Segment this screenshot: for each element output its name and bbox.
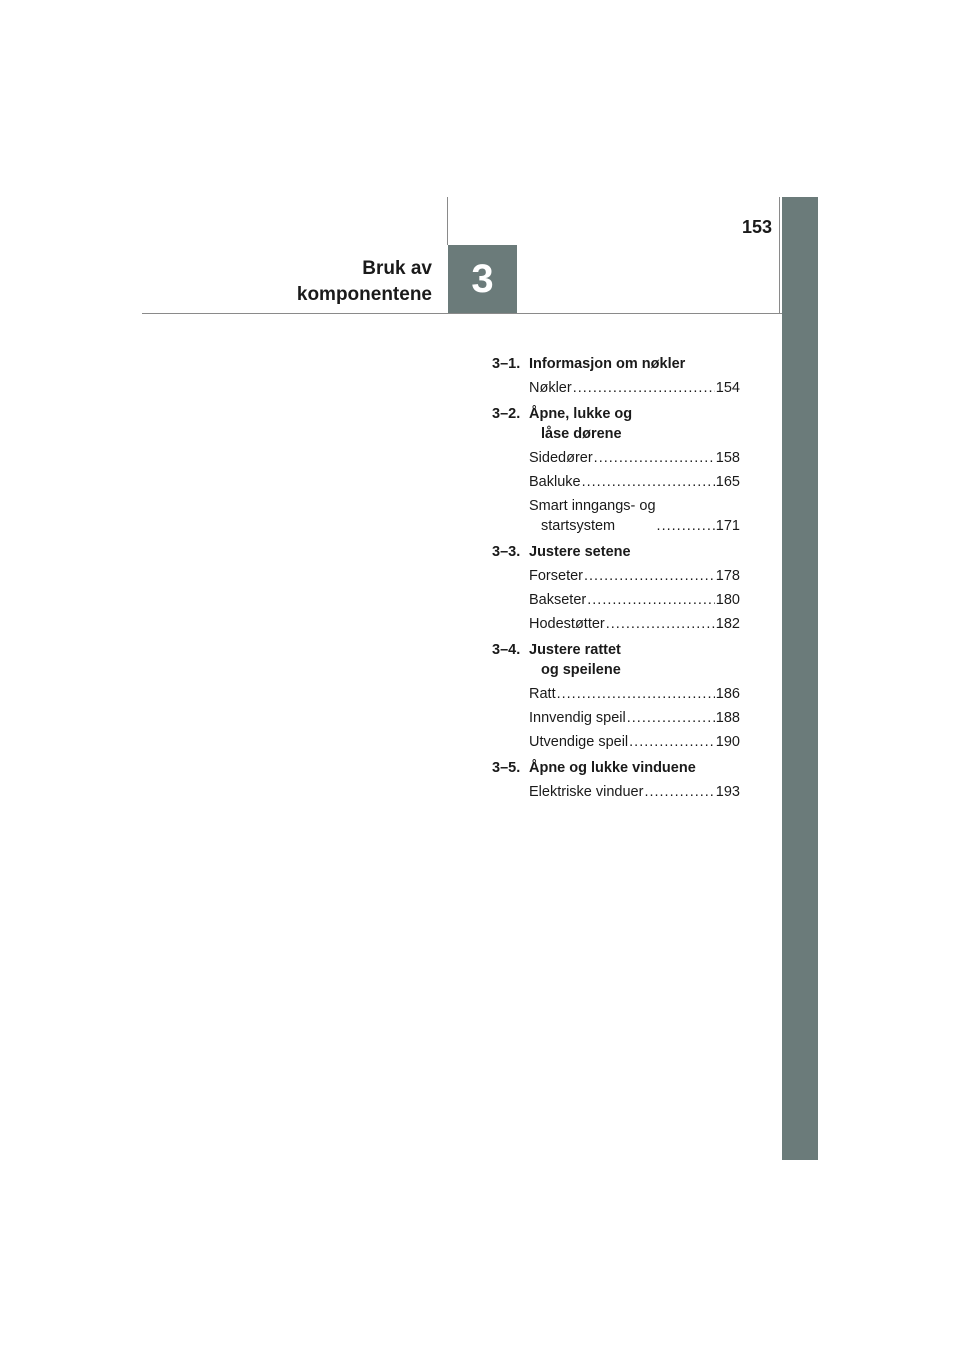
toc-entry-page: 158 bbox=[715, 450, 740, 466]
toc-entry[interactable] bbox=[529, 684, 740, 704]
toc-section[interactable] bbox=[492, 758, 740, 778]
toc-section[interactable] bbox=[492, 640, 740, 680]
toc-section-number: 3–1. bbox=[492, 356, 521, 372]
toc-entry[interactable] bbox=[529, 566, 740, 586]
chapter-title-line: Bruk av bbox=[362, 258, 432, 279]
toc-entry-label: Elektriske vinduer bbox=[529, 784, 644, 800]
toc-entry[interactable] bbox=[529, 590, 740, 610]
toc-entry-page: 188 bbox=[715, 710, 740, 726]
side-tab-bar bbox=[782, 197, 818, 1160]
toc-entry[interactable] bbox=[529, 732, 740, 752]
toc-entry-label: Sidedører bbox=[529, 450, 593, 466]
header-divider-vertical bbox=[447, 197, 448, 245]
page-number: 153 bbox=[741, 217, 772, 237]
toc-section-title: Åpne og lukke vinduene bbox=[529, 760, 696, 776]
toc-entry-page: 186 bbox=[715, 686, 740, 702]
toc-leader-dots bbox=[582, 472, 715, 492]
toc-section-number: 3–4. bbox=[492, 642, 521, 658]
toc-entry-page: 171 bbox=[715, 518, 740, 534]
toc-leader-dots bbox=[587, 590, 715, 610]
toc-entry[interactable] bbox=[529, 448, 740, 468]
toc-entry-page: 180 bbox=[715, 592, 740, 608]
chapter-title bbox=[240, 256, 432, 308]
toc-entry[interactable] bbox=[529, 782, 740, 802]
toc-entry-label: Smart inngangs- og startsystem bbox=[529, 498, 656, 534]
toc-entry[interactable] bbox=[529, 708, 740, 728]
toc-entry-page: 154 bbox=[715, 380, 740, 396]
toc-leader-dots bbox=[657, 516, 715, 536]
toc-leader-dots bbox=[584, 566, 715, 586]
table-of-contents bbox=[492, 354, 740, 802]
toc-leader-dots bbox=[573, 378, 715, 398]
toc-entry-label: Ratt bbox=[529, 686, 556, 702]
toc-entry-label: Innvendig speil bbox=[529, 710, 626, 726]
toc-section-number: 3–2. bbox=[492, 406, 521, 422]
toc-entry-label: Utvendige speil bbox=[529, 734, 629, 750]
toc-entry-page: 193 bbox=[715, 784, 740, 800]
toc-entry-label: Nøkler bbox=[529, 380, 572, 396]
chapter-number-badge bbox=[448, 245, 517, 313]
toc-entry-label: Bakluke bbox=[529, 474, 581, 490]
toc-entry-page: 178 bbox=[715, 568, 740, 584]
toc-entry[interactable] bbox=[529, 614, 740, 634]
chapter-title-line: komponentene bbox=[296, 284, 432, 305]
toc-entry-label: Hodestøtter bbox=[529, 616, 605, 632]
toc-leader-dots bbox=[644, 782, 714, 802]
toc-section-title: Justere rattet og speilene bbox=[529, 642, 621, 678]
toc-leader-dots bbox=[627, 708, 715, 728]
toc-section-title: Informasjon om nøkler bbox=[529, 356, 686, 372]
toc-leader-dots bbox=[606, 614, 715, 634]
toc-section-number: 3–5. bbox=[492, 760, 521, 776]
toc-section-title: Justere setene bbox=[529, 544, 631, 560]
header-divider-horizontal bbox=[142, 313, 782, 314]
toc-leader-dots bbox=[629, 732, 715, 752]
toc-entry-label: Forseter bbox=[529, 568, 583, 584]
toc-entry-page: 190 bbox=[715, 734, 740, 750]
header-divider-vertical-right bbox=[779, 197, 780, 313]
toc-entry-page: 165 bbox=[715, 474, 740, 490]
toc-entry[interactable] bbox=[529, 496, 740, 536]
toc-section[interactable] bbox=[492, 404, 740, 444]
toc-section-number: 3–3. bbox=[492, 544, 521, 560]
toc-entry[interactable] bbox=[529, 378, 740, 398]
toc-entry-page: 182 bbox=[715, 616, 740, 632]
toc-leader-dots bbox=[594, 448, 715, 468]
toc-section[interactable] bbox=[492, 354, 740, 374]
chapter-number: 3 bbox=[471, 256, 494, 301]
toc-section-title: Åpne, lukke og låse dørene bbox=[529, 406, 633, 442]
toc-leader-dots bbox=[557, 684, 715, 704]
toc-entry-label: Bakseter bbox=[529, 592, 587, 608]
toc-section[interactable] bbox=[492, 542, 740, 562]
toc-entry[interactable] bbox=[529, 472, 740, 492]
